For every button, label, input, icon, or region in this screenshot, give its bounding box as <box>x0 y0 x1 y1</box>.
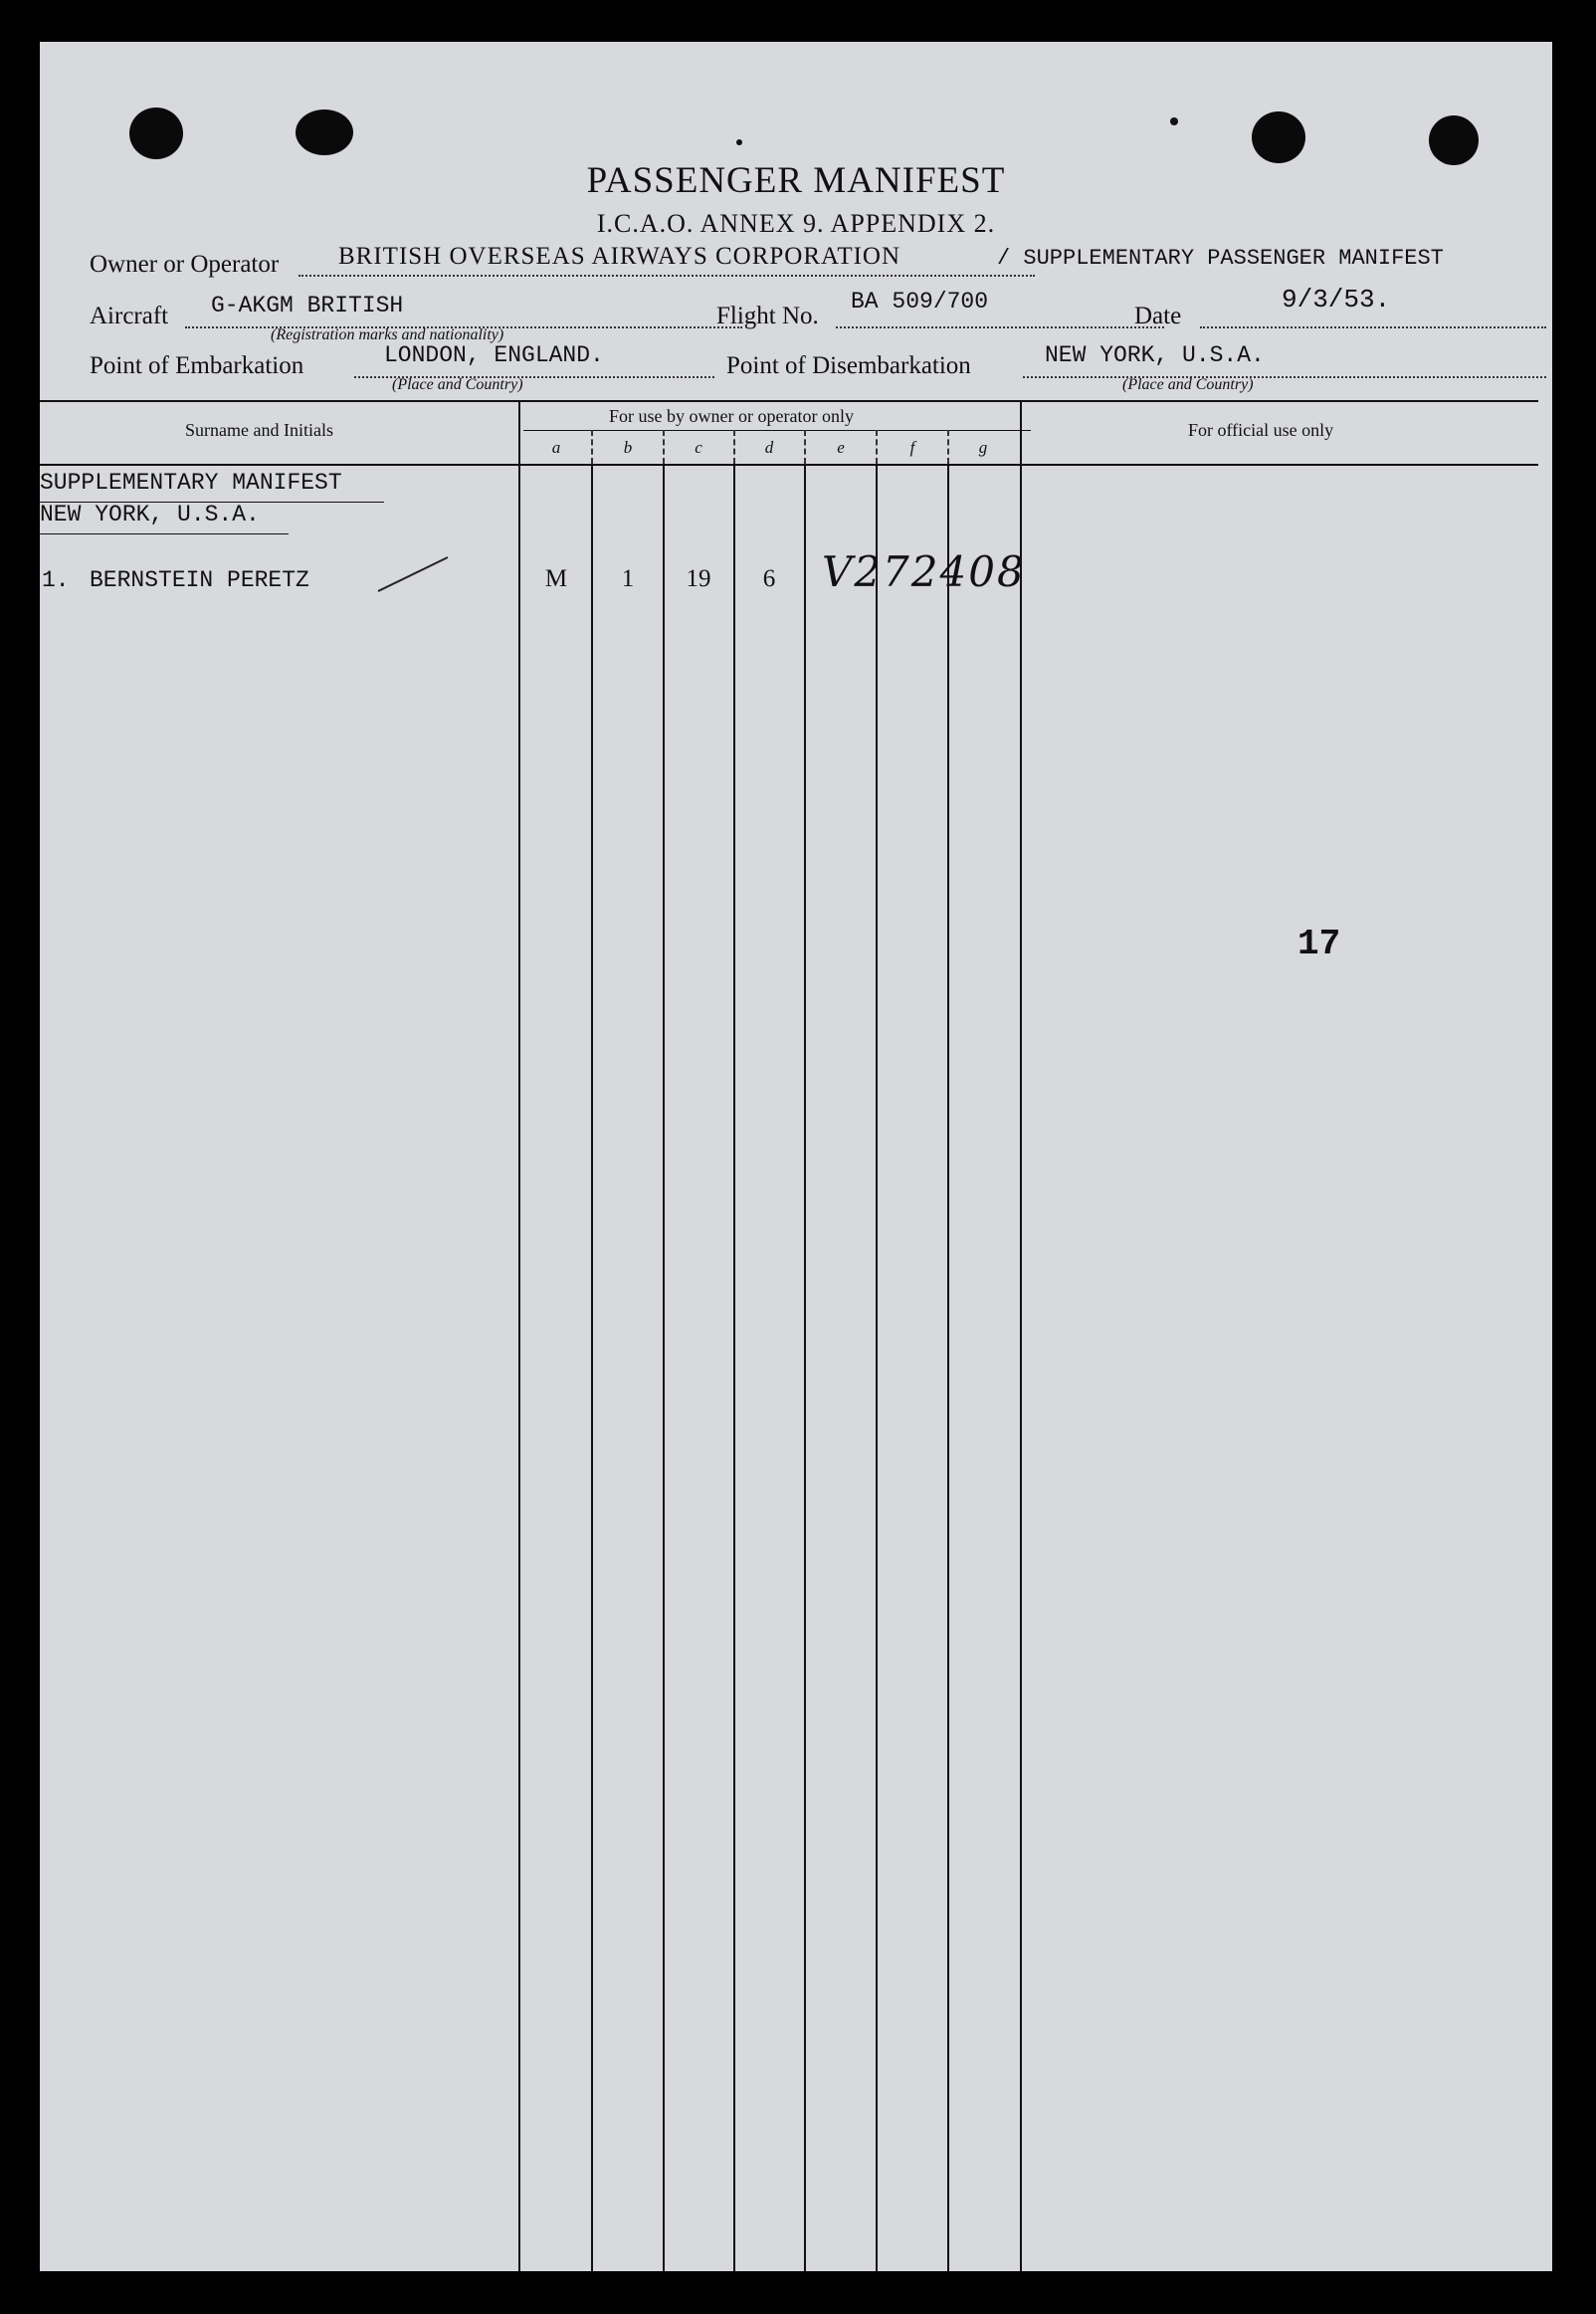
column-rule <box>804 464 806 2271</box>
destination-note: NEW YORK, U.S.A. <box>40 502 260 527</box>
date-label: Date <box>1134 303 1182 329</box>
punch-hole <box>129 107 183 159</box>
flight-label: Flight No. <box>716 303 819 329</box>
flight-dotted-line <box>836 326 1164 328</box>
owner-use-divider <box>523 430 1031 431</box>
table-top-rule <box>40 400 1538 402</box>
cell-c: 19 <box>686 565 711 592</box>
official-column-rule <box>1020 400 1022 2271</box>
owner-suffix: / SUPPLEMENTARY PASSENGER MANIFEST <box>997 246 1444 271</box>
note-underline <box>40 533 289 534</box>
handwritten-number: V272408 <box>822 547 1026 596</box>
supplementary-note: SUPPLEMENTARY MANIFEST <box>40 470 342 496</box>
column-header-a: a <box>551 438 561 457</box>
aircraft-label: Aircraft <box>90 303 169 329</box>
embarkation-caption: (Place and Country) <box>392 376 523 393</box>
punch-hole <box>296 109 353 155</box>
column-rule <box>591 464 593 2271</box>
column-header-f: f <box>909 438 915 457</box>
passenger-name: BERNSTEIN PERETZ <box>90 567 309 593</box>
header-bottom-rule <box>40 464 1538 466</box>
embarkation-value: LONDON, ENGLAND. <box>384 342 604 368</box>
column-rule <box>876 464 878 2271</box>
cell-b: 1 <box>621 565 635 592</box>
aircraft-caption: (Registration marks and nationality) <box>271 326 504 343</box>
page-number: 17 <box>1297 924 1341 964</box>
surname-column-rule <box>518 400 520 2271</box>
owner-value: BRITISH OVERSEAS AIRWAYS CORPORATION <box>338 243 901 270</box>
column-header-e: e <box>837 438 845 457</box>
date-dotted-line <box>1200 326 1546 328</box>
embarkation-label: Point of Embarkation <box>90 352 304 379</box>
punch-hole <box>1252 111 1305 163</box>
official-use-header: For official use only <box>1188 420 1334 440</box>
owner-use-header: For use by owner or operator only <box>609 406 854 426</box>
column-rule <box>663 464 665 2271</box>
column-rule <box>947 464 949 2271</box>
column-rule <box>733 464 735 2271</box>
row-number: 1. <box>42 567 70 593</box>
disembarkation-value: NEW YORK, U.S.A. <box>1045 342 1265 368</box>
column-header-b: b <box>623 438 633 457</box>
column-header-g: g <box>978 438 988 457</box>
column-header-c: c <box>695 438 702 457</box>
speck <box>736 139 742 145</box>
owner-dotted-line <box>299 275 1035 277</box>
speck <box>1170 117 1178 125</box>
cell-d: 6 <box>762 565 776 592</box>
page-title: PASSENGER MANIFEST <box>586 160 1006 201</box>
manifest-sheet <box>40 42 1552 2271</box>
disembarkation-caption: (Place and Country) <box>1122 376 1254 393</box>
check-mark-icon <box>374 549 454 599</box>
owner-label: Owner or Operator <box>90 251 280 278</box>
disembarkation-dotted-line <box>1023 376 1546 378</box>
date-value: 9/3/53. <box>1282 285 1391 315</box>
disembarkation-label: Point of Disembarkation <box>726 352 971 379</box>
flight-value: BA 509/700 <box>851 289 989 315</box>
surname-header: Surname and Initials <box>185 420 333 440</box>
cell-a: M <box>544 565 568 592</box>
aircraft-value: G-AKGM BRITISH <box>211 293 404 318</box>
page-subtitle: I.C.A.O. ANNEX 9. APPENDIX 2. <box>596 209 996 238</box>
punch-hole <box>1429 115 1479 165</box>
column-header-d: d <box>764 438 774 457</box>
